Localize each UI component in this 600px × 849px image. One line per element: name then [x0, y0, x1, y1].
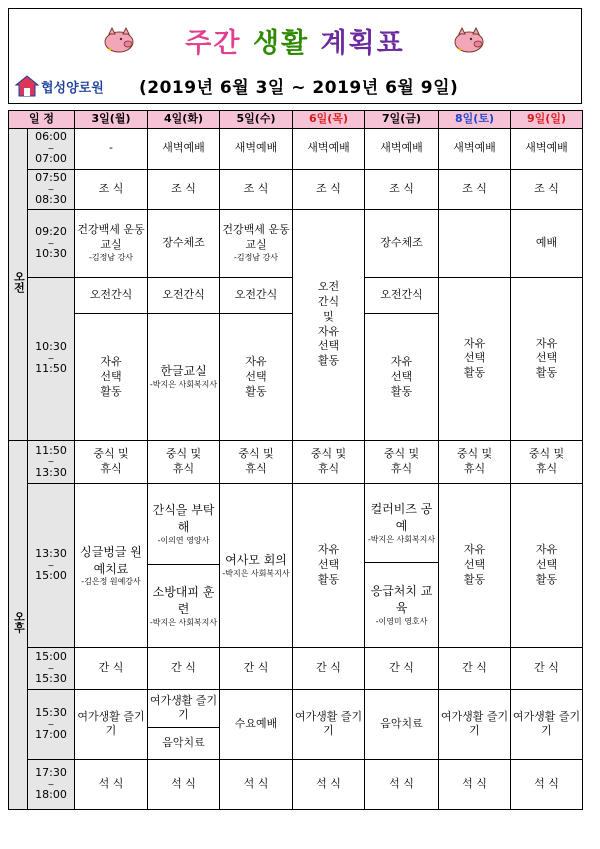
event-cell-merged: 오전 간식 및 자유 선택 활동 — [293, 209, 365, 440]
event-cell: 새벽예배 — [148, 128, 220, 169]
title-part-life: 생활 — [252, 28, 310, 59]
event-cell: 자유 선택 활동 — [439, 484, 511, 648]
time-cell: 06:00 ~ 07:00 — [28, 128, 75, 169]
day-header-sunday: 9일(일) — [511, 111, 583, 129]
event-cell: 장수체조 — [365, 209, 439, 277]
event-cell: - — [75, 128, 148, 169]
table-row — [9, 128, 583, 169]
day-header: 4일(화) — [148, 111, 220, 129]
time-cell: 17:30 ~ 18:00 — [28, 760, 75, 810]
event-cell: 싱글벙글 원예치료 -김은정 원예강사 — [75, 484, 148, 648]
event-cell: 간 식 — [511, 648, 583, 689]
event-cell: 간식을 부탁해 -이의연 영양사 소방대피 훈련 -박지은 사회복지사 — [148, 484, 220, 648]
day-header-holiday: 6일(목) — [293, 111, 365, 129]
event-cell: 중식 및 휴식 — [365, 440, 439, 484]
weekly-schedule-table — [8, 110, 583, 810]
event-cell: 중식 및 휴식 — [220, 440, 293, 484]
event-cell: 새벽예배 — [439, 128, 511, 169]
day-header: 5일(수) — [220, 111, 293, 129]
page-title — [9, 21, 581, 60]
event-cell: 오전간식 자유 선택 활동 — [75, 277, 148, 440]
time-cell: 07:50 ~ 08:30 — [28, 170, 75, 209]
pm-period-cell — [9, 440, 28, 809]
event-cell: 석 식 — [511, 760, 583, 810]
time-cell: 13:30 ~ 15:00 — [28, 484, 75, 648]
event-cell: 새벽예배 — [293, 128, 365, 169]
event-cell: 석 식 — [365, 760, 439, 810]
event-cell: 여가생활 즐기기 — [439, 689, 511, 760]
event-cell: 여사모 회의 -박지은 사회복지사 — [220, 484, 293, 648]
day-header: 7일(금) — [365, 111, 439, 129]
event-cell: 오전간식 한글교실 -박지은 사회복지사 — [148, 277, 220, 440]
event-cell: 자유 선택 활동 — [439, 277, 511, 440]
event-cell: 간 식 — [293, 648, 365, 689]
event-cell: 오전간식 자유 선택 활동 — [220, 277, 293, 440]
event-cell: 음악치료 — [365, 689, 439, 760]
event-cell: 자유 선택 활동 — [511, 484, 583, 648]
event-cell: 중식 및 휴식 — [293, 440, 365, 484]
event-cell: 새벽예배 — [511, 128, 583, 169]
event-cell: 중식 및 휴식 — [75, 440, 148, 484]
event-cell: 조 식 — [439, 170, 511, 209]
event-cell: 여가생활 즐기기 음악치료 — [148, 689, 220, 760]
am-label: 오전 — [12, 270, 26, 293]
table-row — [9, 209, 583, 277]
pm-label: 오후 — [12, 611, 26, 634]
pig-icon — [451, 27, 487, 53]
event-cell: 건강백세 운동교실 -김정남 강사 — [75, 209, 148, 277]
event-cell: 장수체조 — [148, 209, 220, 277]
event-cell: 중식 및 휴식 — [511, 440, 583, 484]
event-cell: 석 식 — [293, 760, 365, 810]
event-cell: 건강백세 운동교실 -김정남 강사 — [220, 209, 293, 277]
event-cell: 컬러비즈 공예 -박지은 사회복지사 응급처치 교육 -이영미 영호사 — [365, 484, 439, 648]
schedule-period: (2019년 6월 3일 ~ 2019년 6월 9일) — [139, 78, 459, 98]
org-logo-icon — [15, 75, 39, 97]
event-cell: 간 식 — [365, 648, 439, 689]
event-cell: 조 식 — [293, 170, 365, 209]
schedule-col-header: 일 정 — [9, 111, 75, 129]
event-cell: 석 식 — [148, 760, 220, 810]
table-row — [9, 440, 583, 484]
table-row — [9, 648, 583, 689]
event-cell: 석 식 — [439, 760, 511, 810]
title-part-weekly: 주간 — [185, 28, 242, 59]
time-cell: 09:20 ~ 10:30 — [28, 209, 75, 277]
event-cell: 석 식 — [220, 760, 293, 810]
day-header-row — [9, 111, 583, 129]
event-cell: 새벽예배 — [220, 128, 293, 169]
time-cell: 11:50 ~ 13:30 — [28, 440, 75, 484]
table-row — [9, 760, 583, 810]
event-cell: 조 식 — [365, 170, 439, 209]
event-cell: 중식 및 휴식 — [439, 440, 511, 484]
event-cell: 여가생활 즐기기 — [75, 689, 148, 760]
event-cell: 자유 선택 활동 — [511, 277, 583, 440]
event-cell: 석 식 — [75, 760, 148, 810]
table-row — [9, 170, 583, 209]
event-cell: 중식 및 휴식 — [148, 440, 220, 484]
event-cell: 예배 — [511, 209, 583, 277]
event-cell: 조 식 — [511, 170, 583, 209]
day-header: 3일(월) — [75, 111, 148, 129]
event-cell: 새벽예배 — [365, 128, 439, 169]
event-cell — [439, 209, 511, 277]
event-cell: 조 식 — [220, 170, 293, 209]
event-cell: 여가생활 즐기기 — [293, 689, 365, 760]
time-cell: 10:30 ~ 11:50 — [28, 277, 75, 440]
event-cell: 여가생활 즐기기 — [511, 689, 583, 760]
day-header-saturday: 8일(토) — [439, 111, 511, 129]
event-cell: 간 식 — [439, 648, 511, 689]
event-cell: 간 식 — [75, 648, 148, 689]
event-cell: 간 식 — [148, 648, 220, 689]
header-box — [8, 8, 582, 104]
event-cell: 수요예배 — [220, 689, 293, 760]
event-cell: 조 식 — [75, 170, 148, 209]
time-cell: 15:00 ~ 15:30 — [28, 648, 75, 689]
time-cell: 15:30 ~ 17:00 — [28, 689, 75, 760]
table-row — [9, 689, 583, 760]
table-row — [9, 484, 583, 648]
title-part-plan: 계획표 — [320, 28, 405, 59]
am-period-cell — [9, 128, 28, 440]
event-cell: 오전간식 자유 선택 활동 — [365, 277, 439, 440]
event-cell: 자유 선택 활동 — [293, 484, 365, 648]
event-cell: 조 식 — [148, 170, 220, 209]
org-name: 협성양로원 — [41, 81, 104, 96]
event-cell: 간 식 — [220, 648, 293, 689]
